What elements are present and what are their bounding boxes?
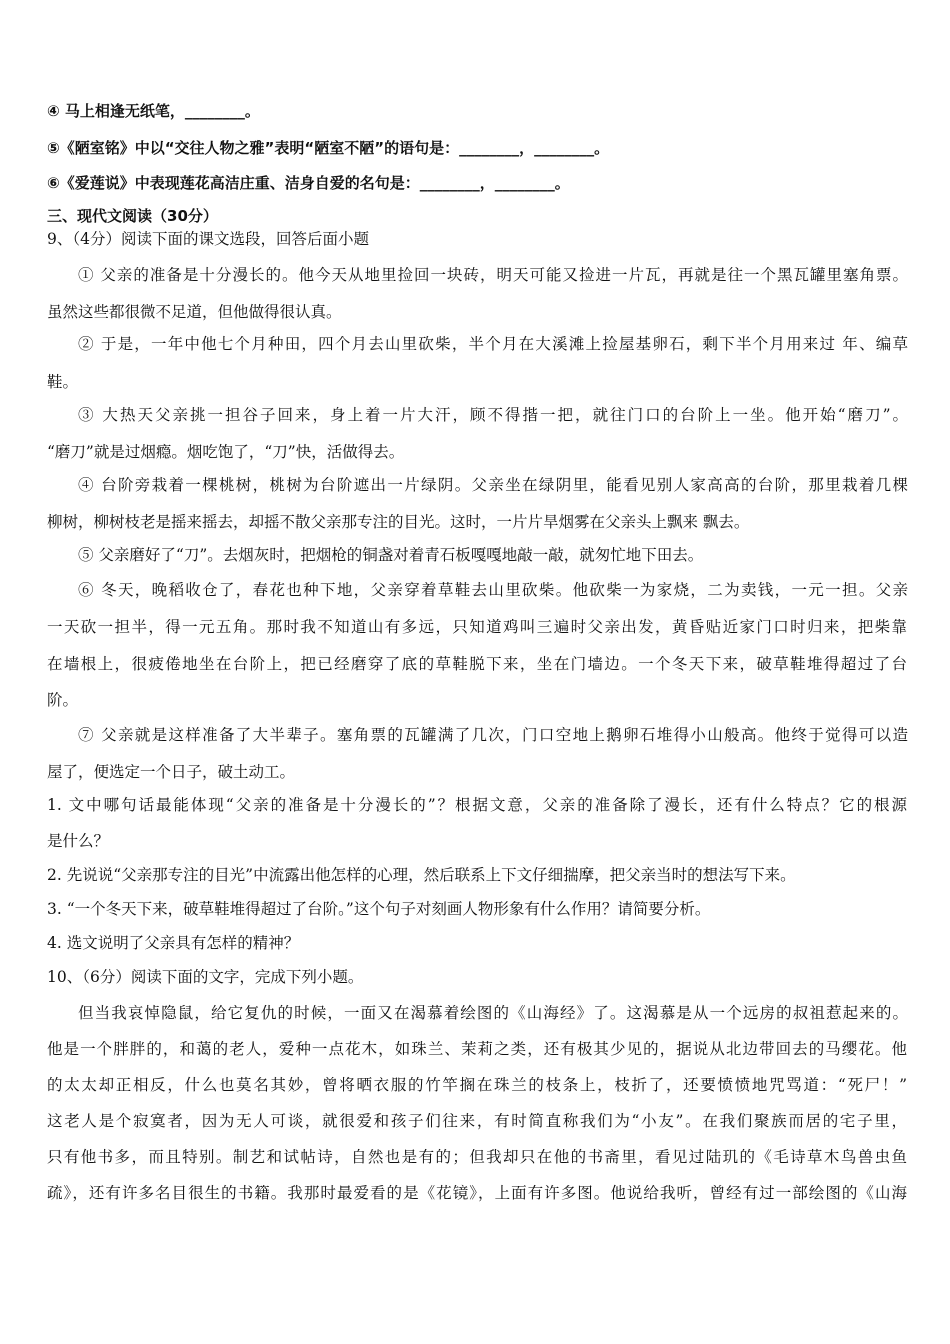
passage-line: 屋了，便选定一个日子，破土动工。 bbox=[47, 763, 296, 781]
fill-blank-question-5: ⑤《陋室铭》中以“交往人物之雅”表明“陋室不陋”的语句是：________，________。 bbox=[47, 139, 610, 157]
passage-line: ② 于是，一年中他七个月种田，四个月去山里砍柴，半个月在大溪滩上捡屋基卵石，剩下半个月用来过 年、编草 bbox=[78, 335, 908, 353]
sub-question-3: 3. “一个冬天下来，破草鞋堆得超过了台阶。”这个句子对刻画人物形象有什么作用？请简要分析。 bbox=[47, 900, 711, 918]
passage-line: ④ 台阶旁栽着一棵桃树，桃树为台阶遮出一片绿阴。父亲坐在绿阴里，能看见别人家高高的台阶，那里栽着几棵 bbox=[78, 476, 908, 494]
passage-line: ⑥ 冬天，晚稻收仓了，春花也种下地，父亲穿着草鞋去山里砍柴。他砍柴一为家烧，二为卖钱，一元一担。父亲 bbox=[78, 581, 908, 599]
passage-line: 在墙根上，很疲倦地坐在台阶上，把已经磨穿了底的草鞋脱下来，坐在门墙边。一个冬天下来，破草鞋堆得超过了台 bbox=[47, 655, 907, 673]
passage-line: 这老人是个寂寞者，因为无人可谈，就很爱和孩子们往来，有时简直称我们为“小友”。在我们聚族而居的宅子里， bbox=[47, 1112, 907, 1130]
passage-line: “磨刀”就是过烟瘾。烟吃饱了，“刀”快，活做得去。 bbox=[47, 443, 405, 461]
passage-line: 柳树，柳树枝老是摇来摇去，却摇不散父亲那专注的目光。这时，一片片旱烟雾在父亲头上飘来 飘去。 bbox=[47, 513, 750, 531]
passage-line: 他是一个胖胖的，和蔼的老人，爱种一点花木，如珠兰、茉莉之类，还有极其少见的，据说从北边带回去的马缨花。他 bbox=[47, 1040, 907, 1058]
passage-line: ① 父亲的准备是十分漫长的。他今天从地里捡回一块砖，明天可能又捡进一片瓦，再就是往一个黑瓦罐里塞角票。 bbox=[78, 266, 908, 284]
sub-question-1: 1. 文中哪句话最能体现“父亲的准备是十分漫长的”？根据文意，父亲的准备除了漫长，还有什么特点？它的根源 bbox=[47, 796, 907, 814]
passage-line: ⑦ 父亲就是这样准备了大半辈子。塞角票的瓦罐满了几次，门口空地上鹅卵石堆得小山般高。他终于觉得可以造 bbox=[78, 726, 908, 744]
section-heading: 三、现代文阅读（30分） bbox=[47, 207, 218, 225]
passage-line: 虽然这些都很微不足道，但他做得很认真。 bbox=[47, 303, 342, 321]
passage-line: ③ 大热天父亲挑一担谷子回来，身上着一片大汗，顾不得揩一把，就往门口的台阶上一坐。他开始“磨刀”。 bbox=[78, 406, 908, 424]
sub-question-2: 2. 先说说“父亲那专注的目光”中流露出他怎样的心理，然后联系上下文仔细揣摩，把父亲当时的想法写下来。 bbox=[47, 866, 796, 884]
fill-blank-question-4: ④ 马上相逢无纸笔，________。 bbox=[47, 102, 260, 120]
fill-blank-question-6: ⑥《爱莲说》中表现莲花高洁庄重、洁身自爱的名句是：________，________。 bbox=[47, 174, 570, 192]
sub-question-1-cont: 是什么？ bbox=[47, 832, 110, 850]
passage-line: ⑤ 父亲磨好了“刀”。去烟灰时，把烟枪的铜盏对着青石板嘎嘎地敲一敲，就匆忙地下田去。 bbox=[78, 546, 704, 564]
question-9-heading: 9、（4分）阅读下面的课文选段，回答后面小题 bbox=[47, 230, 369, 248]
passage-line: 的太太却正相反，什么也莫名其妙，曾将晒衣服的竹竿搁在珠兰的枝条上，枝折了，还要愤愤地咒骂道：“死尸！” bbox=[47, 1076, 907, 1094]
passage-line: 一天砍一担半，得一元五角。那时我不知道山有多远，只知道鸡叫三遍时父亲出发，黄昏贴近家门口时归来，把柴靠 bbox=[47, 618, 907, 636]
passage-line: 鞋。 bbox=[47, 373, 79, 391]
passage-line: 只有他书多，而且特别。制艺和试帖诗，自然也是有的；但我却只在他的书斋里，看见过陆玑的《毛诗草木鸟兽虫鱼 bbox=[47, 1148, 907, 1166]
passage-line: 但当我哀悼隐鼠，给它复仇的时候，一面又在渴慕着绘图的《山海经》了。这渴慕是从一个远房的叔祖惹起来的。 bbox=[78, 1004, 908, 1022]
sub-question-4: 4. 选文说明了父亲具有怎样的精神？ bbox=[47, 934, 300, 952]
question-10-heading: 10、（6分）阅读下面的文字，完成下列小题。 bbox=[47, 968, 364, 986]
passage-line: 疏》，还有许多名目很生的书籍。我那时最爱看的是《花镜》，上面有许多图。他说给我听，曾经有过一部绘图的《山海 bbox=[47, 1184, 907, 1202]
passage-line: 阶。 bbox=[47, 691, 79, 709]
